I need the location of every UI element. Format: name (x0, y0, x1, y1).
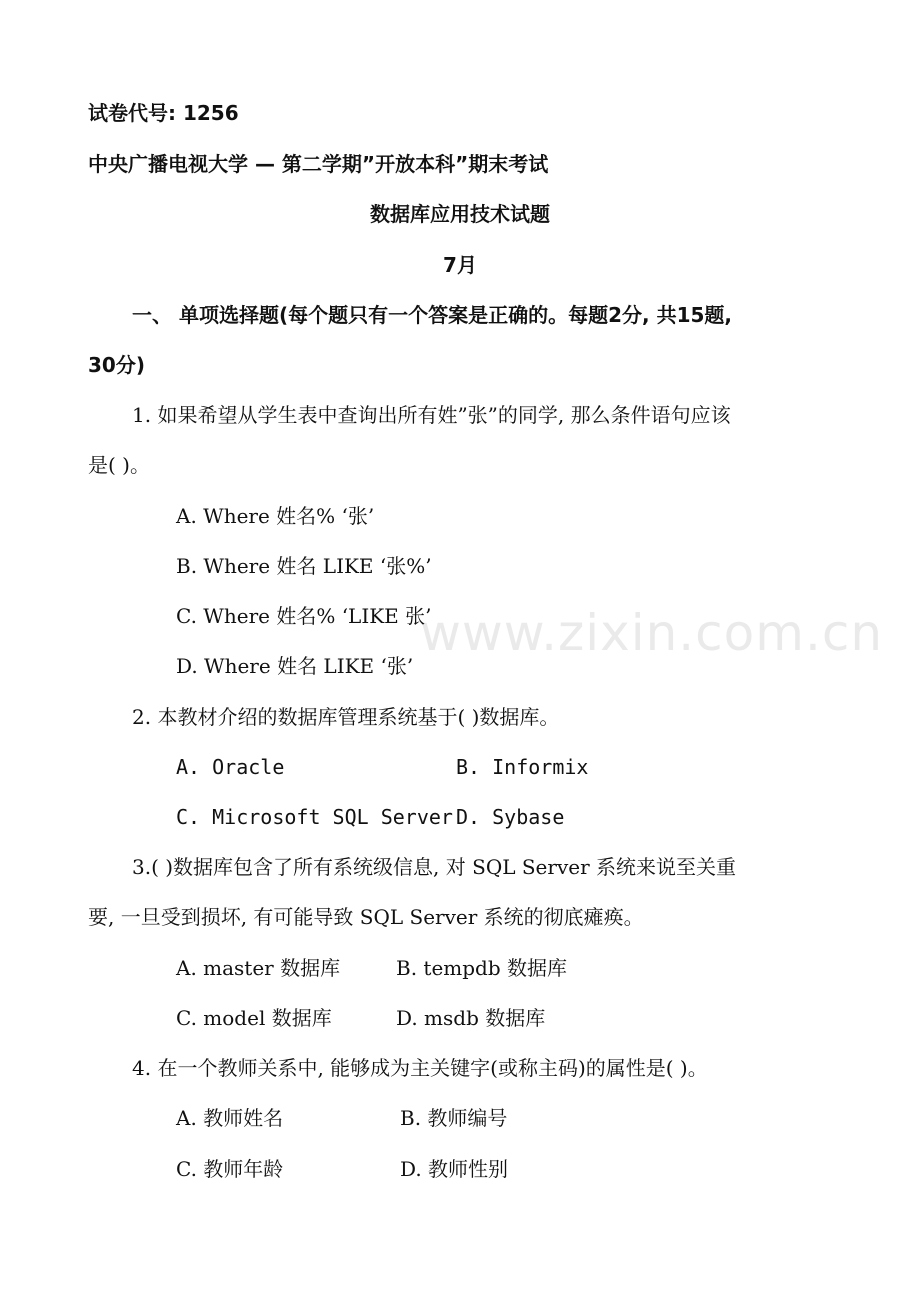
question-3-option-b: B. tempdb 数据库 (396, 956, 568, 980)
question-2-option-c: C. Microsoft SQL Server (176, 805, 453, 829)
question-2: 2. 本教材介绍的数据库管理系统基于( )数据库。 (132, 705, 560, 729)
question-4-option-b: B. 教师编号 (400, 1106, 508, 1130)
question-3-cont: 要, 一旦受到损坏, 有可能导致 SQL Server 系统的彻底瘫痪。 (88, 905, 644, 929)
university-title: 中央广播电视大学 — 第二学期”开放本科”期末考试 (88, 152, 549, 176)
question-3-option-a: A. master 数据库 (176, 956, 341, 980)
exam-code: 试卷代号: 1256 (88, 101, 239, 125)
question-2-option-d: D. Sybase (456, 805, 565, 829)
question-4-option-a: A. 教师姓名 (176, 1106, 284, 1130)
question-4-option-d: D. 教师性别 (400, 1157, 509, 1181)
question-1-option-a: A. Where 姓名% ‘张’ (176, 504, 375, 528)
section-title: 一、 单项选择题(每个题只有一个答案是正确的。每题2分, 共15题, (132, 303, 733, 327)
question-3-option-d: D. msdb 数据库 (396, 1006, 546, 1030)
question-3-option-c: C. model 数据库 (176, 1006, 332, 1030)
section-title-cont: 30分) (88, 353, 145, 377)
question-1: 1. 如果希望从学生表中查询出所有姓”张”的同学, 那么条件语句应该 (132, 403, 731, 427)
subject-title: 数据库应用技术试题 (370, 202, 550, 226)
question-2-option-b: B. Informix (456, 755, 589, 779)
question-4: 4. 在一个教师关系中, 能够成为主关键字(或称主码)的属性是( )。 (132, 1056, 708, 1080)
question-4-option-c: C. 教师年龄 (176, 1157, 284, 1181)
question-3: 3.( )数据库包含了所有系统级信息, 对 SQL Server 系统来说至关重 (132, 855, 737, 879)
question-1-option-d: D. Where 姓名 LIKE ‘张’ (176, 654, 414, 678)
question-1-cont: 是( )。 (88, 453, 150, 477)
watermark: www.zixin.com.cn (420, 604, 884, 662)
exam-month: 7月 (443, 253, 477, 277)
question-1-option-b: B. Where 姓名 LIKE ‘张%’ (176, 554, 432, 578)
question-2-option-a: A. Oracle (176, 755, 285, 779)
question-1-option-c: C. Where 姓名% ‘LIKE 张’ (176, 604, 432, 628)
